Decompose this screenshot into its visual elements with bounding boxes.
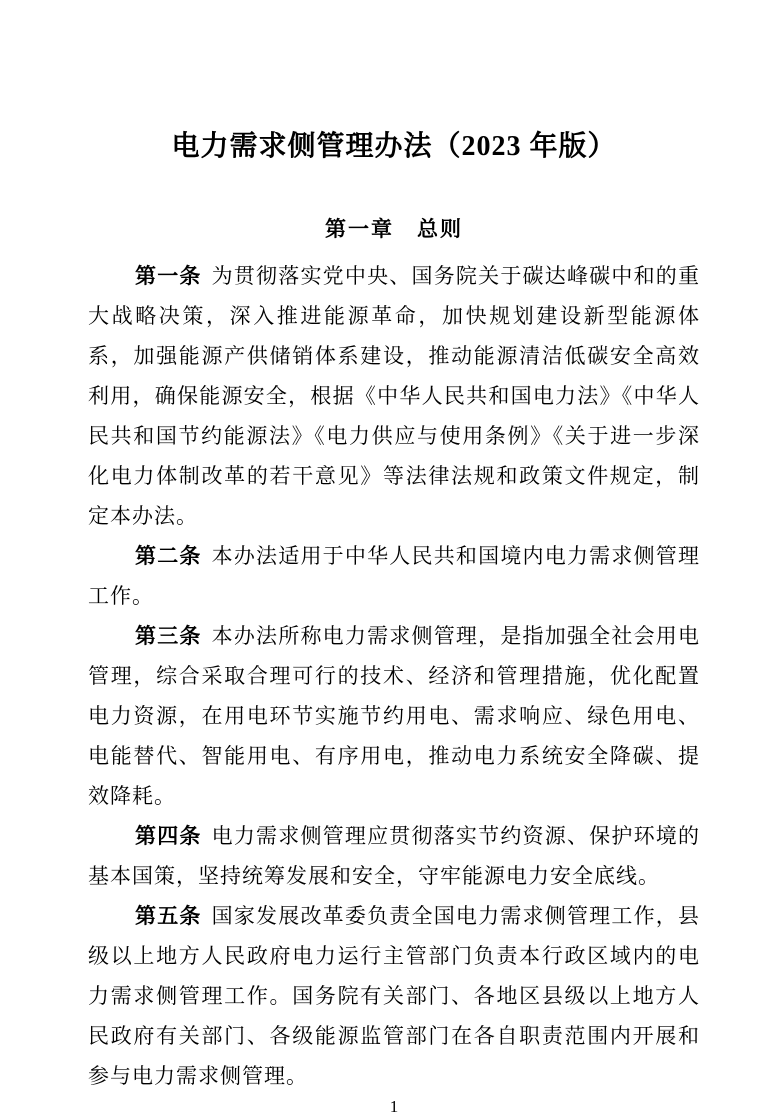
article-text: 本办法适用于中华人民共和国境内电力需求侧管理工作。 — [88, 544, 700, 608]
article-text: 为贯彻落实党中央、国务院关于碳达峰碳中和的重大战略决策，深入推进能源革命，加快规划建设新型能源体系，加强能源产供储销体系建设，推动能源清洁低碳安全高效利用，确保能源安全，根据《中华人民共和国电力法》《中华人民共和国节约能源法》《电力供应与使用条例》《关于进一步深化电力体制改革的若干意见》等法律法规和政策文件规定，制定本办法。 — [88, 264, 700, 528]
article-number: 第一条 — [135, 264, 202, 288]
document-title: 电力需求侧管理办法（2023 年版） — [171, 131, 617, 162]
article-number: 第三条 — [135, 624, 202, 648]
document-paragraph-article-4 — [88, 816, 700, 896]
chapter-heading: 第一章 总则 — [325, 217, 463, 241]
article-number: 第二条 — [135, 544, 202, 568]
document-body — [88, 256, 700, 1096]
document-content — [88, 0, 700, 1118]
page-number: 1 — [389, 1097, 399, 1116]
article-number: 第四条 — [135, 824, 202, 848]
document-paragraph-article-1 — [88, 256, 700, 536]
article-text: 国家发展改革委负责全国电力需求侧管理工作，县级以上地方人民政府电力运行主管部门负责本行政区域内的电力需求侧管理工作。国务院有关部门、各地区县级以上地方人民政府有关部门、各级能源监管部门在各自职责范围内开展和参与电力需求侧管理。 — [88, 904, 700, 1088]
document-paragraph-article-2 — [88, 536, 700, 616]
document-paragraph-article-3 — [88, 616, 700, 816]
article-number: 第五条 — [135, 904, 202, 928]
article-text: 本办法所称电力需求侧管理，是指加强全社会用电管理，综合采取合理可行的技术、经济和管理措施，优化配置电力资源，在用电环节实施节约用电、需求响应、绿色用电、电能替代、智能用电、有序用电，推动电力系统安全降碳、提效降耗。 — [88, 624, 700, 808]
article-text: 电力需求侧管理应贯彻落实节约资源、保护环境的基本国策，坚持统筹发展和安全，守牢能源电力安全底线。 — [88, 824, 700, 888]
document-paragraph-article-5 — [88, 896, 700, 1096]
